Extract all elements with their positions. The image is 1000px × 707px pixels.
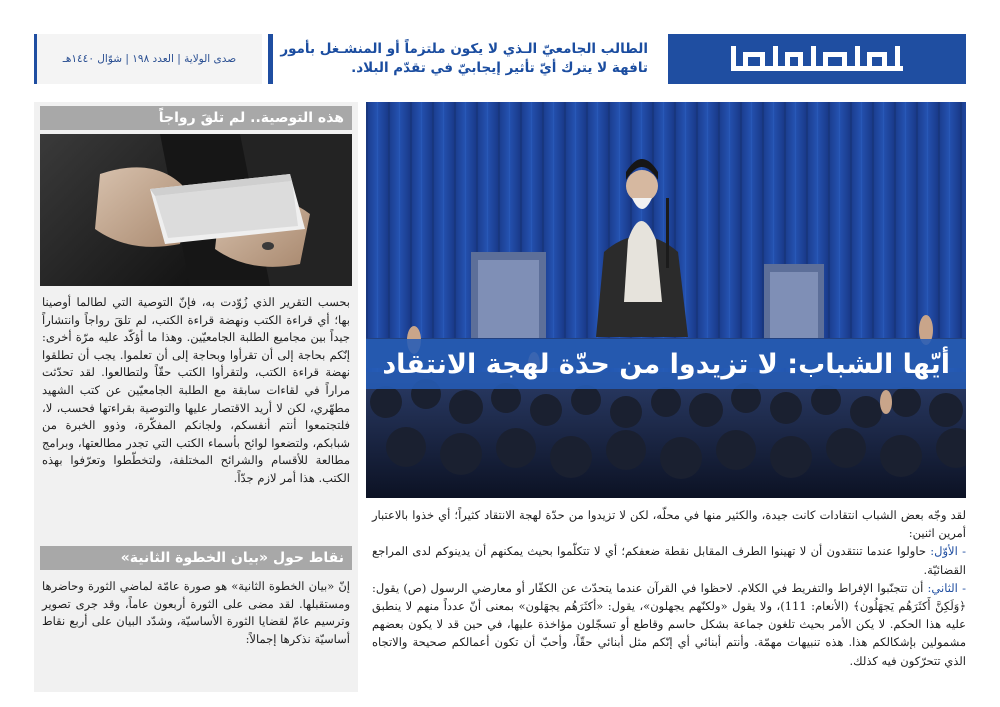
magazine-logo [668, 34, 966, 84]
header-quote: الطالب الجامعيّ الـذي لا يكون ملتزماً أو المنشـغل بأمور تافهة لا يترك أيّ تأثير إيجابيّ في تقدّم البلاد. [280, 41, 648, 76]
speech-photo [366, 102, 966, 498]
sidebar-section1-title: هذه التوصية.. لم تلقَ رواجاً [40, 106, 352, 130]
sidebar [34, 102, 358, 692]
issue-meta [34, 34, 262, 84]
article-point-2 [372, 579, 966, 670]
speaker-audience-image [366, 102, 966, 498]
sidebar-section1-body: بحسب التقرير الذي زُوّدت به، فإنّ التوصية التي لطالما أوصينا بها؛ أي قراءة الكتب ونهضة قراءة الكتب، لم تلقَ رواجاً وانتشاراً جيداً بين مجاميع الطلبة الجامعيّين. وهذا ما أؤكّد عليه مرّة أخرى: إنّكم بحاجة إلى أن تقرأوا وبحاجة إلى أن تعلموا. يجب أن تطلقوا نهضة قراءة الكتب، ولتقرأوا الكتب حقّاً ولتطالعوا. لقد تحدّثت مراراً في لقاءات سابقة مع الطلبة الجامعيّين عن كتب الشهيد مطهّري، لكن لا أريد الاقتصار عليها والتوصية بقراءتها فحسب، لا، فلتجتمعوا أنتم أنفسكم، ولجانكم المفكّرة، وذوو الخبرة من شبابكم، ولتضعوا لوائح بأسماء الكتب التي تجدر مطالعتها، وبرامج مطالعة للأقسام والشرائح المختلفة، ولتخطّطوا وتعرّفوا بهذه الكتب. هذا أمر لازم جدّاً. [42, 295, 350, 485]
headline: أيّها الشباب: لا تزيدوا من حدّة لهجة الانتقاد [382, 348, 950, 380]
article-point-1 [372, 542, 966, 578]
header-quote-box [268, 34, 662, 84]
logo-mark-icon [727, 40, 907, 78]
issue-meta-text: صدى الولاية | العدد ١٩٨ | شوّال ١٤٤٠هـ [62, 53, 237, 65]
article-body [372, 506, 966, 670]
article-intro: لقد وجّه بعض الشباب انتقادات كانت جيدة، والكثير منها في محلّه، لكن لا تزيدوا من حدّة لهجة الانتقاد كثيراً؛ أي خذوا بالاعتبار أمرين اثنين: [372, 508, 966, 541]
sidebar-section2-title: نقاط حول «بيان الخطوة الثانية» [40, 546, 352, 570]
point-2-text: أن تتجنّبوا الإفراط والتفريط في الكلام. لاحظوا في القرآن عندما يتحدّث عن الكفّار أو معارضي الرسول (ص) يقول: ﴿وَلَكِنَّ أَكثَرَهُم يَجهَلُون﴾ (الأنعام: 111)، ولا يقول «ولكنّهم يجهلون»، يقول: «أكثَرَهُم يجهَلون» بمعنى أنّ عدداً منهم لا ينطبق عليه هذا الحكم. لا يكن الأمر بحيث تلغون جماعة بشكل حاسم وقاطع أو تسجّلون مؤاخذة عليها، في حين قد لا يكون بعضهم مشمولين بإشكالكم هذا. هذه تنبيهات مهمّة. وأنتم أبنائي أي إنّكم مثل أبنائي حقّاً، وأحبّ أن تكون أعمالكم صحيحة والاتجاه الذي تتحرّكون فيه كذلك. [372, 580, 966, 668]
headline-banner [366, 339, 966, 389]
book-reading-photo [40, 134, 352, 286]
sidebar-section2-body: إنّ «بيان الخطوة الثانية» هو صورة عامّة لماضي الثورة وحاضرها ومستقبلها. لقد مضى على الثورة أربعون عاماً، وقد جرى تصوير وترسيم عامّ لقضايا الثورة الأساسيّة، وشدّد البيان على أربع نقاط أساسيّة نذكرها إجمالاً: [42, 579, 350, 646]
hands-holding-book-image [40, 134, 352, 286]
point-2-label: - الثاني: [927, 580, 966, 595]
point-1-text: حاولوا عندما تنتقدون أن لا تهينوا الطرف المقابل نقطة ضعفكم؛ أي لا تتكلّموا بحيث يمكنهم أن يدينوكم لدى المراجع القضائيّة. [372, 544, 966, 577]
point-1-label: - الأوّل: [930, 544, 966, 559]
